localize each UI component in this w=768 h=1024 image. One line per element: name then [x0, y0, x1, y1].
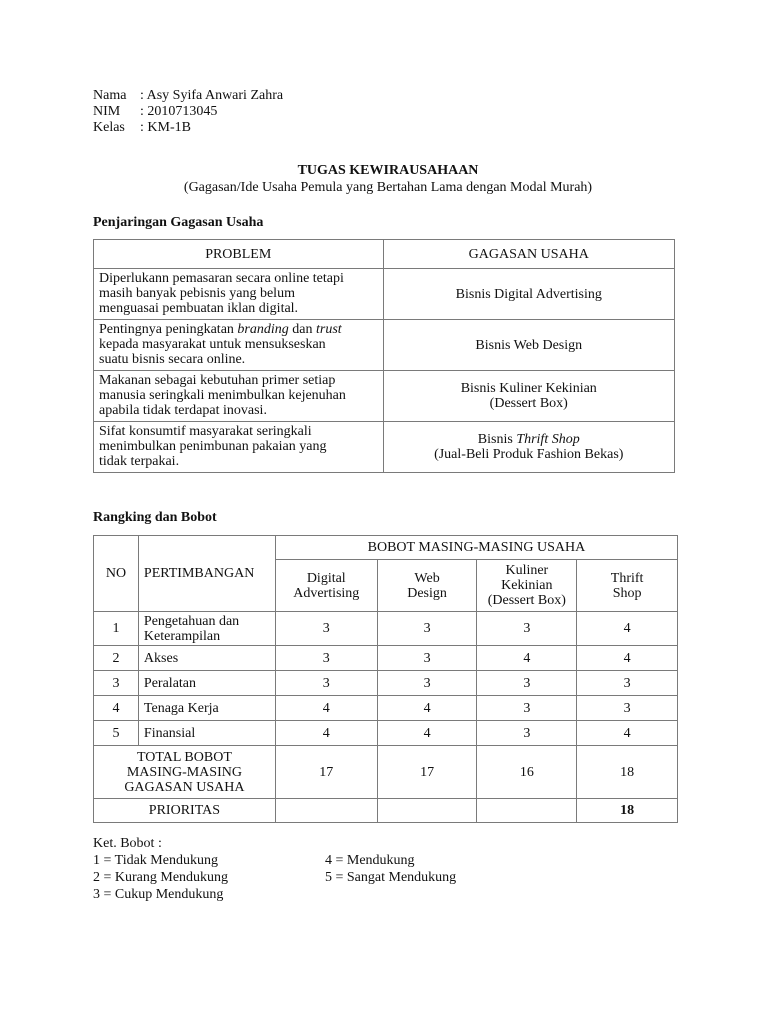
header-usaha-thrift-shop: [577, 560, 678, 612]
header-usaha-line: Kekinian: [501, 578, 553, 593]
row-value: 4: [275, 721, 377, 746]
table-row: [94, 671, 678, 696]
ket-row: [93, 852, 683, 869]
section-heading-rangking: Rangking dan Bobot: [93, 510, 217, 525]
gagasan-line: (Dessert Box): [489, 396, 568, 411]
row-pertimbangan-line: Pengetahuan dan: [143, 613, 240, 629]
problem-text: dan: [288, 322, 316, 337]
problem-line: Diperlukann pemasaran secara online tetapi: [99, 271, 344, 286]
row-no: 4: [94, 696, 139, 721]
problem-line: menguasai pembuatan iklan digital.: [99, 301, 299, 316]
problem-cell: [94, 422, 384, 473]
row-value: 3: [377, 612, 477, 646]
info-nama-value: : Asy Syifa Anwari Zahra: [140, 88, 284, 103]
gagasan-line: Bisnis Web Design: [475, 337, 583, 353]
row-pertimbangan-line: Keterampilan: [143, 628, 221, 644]
table-row: [94, 269, 675, 320]
gagasan-cell: [383, 320, 674, 371]
header-usaha-web-design: [377, 560, 477, 612]
row-pertimbangan: Peralatan: [138, 671, 275, 696]
total-value: 17: [377, 746, 477, 799]
header-bobot: BOBOT MASING-MASING USAHA: [275, 536, 677, 560]
table-gagasan-usaha: [93, 239, 675, 473]
problem-cell: [94, 320, 384, 371]
row-value: 4: [377, 696, 477, 721]
total-label-line: TOTAL BOBOT: [136, 749, 232, 765]
gagasan-text: Bisnis: [477, 432, 517, 447]
problem-emphasis: trust: [315, 322, 342, 337]
prioritas-value: [377, 799, 477, 823]
document-page: [93, 88, 683, 903]
header-usaha-line: Thrift: [610, 570, 644, 586]
table-header-row: [94, 536, 678, 560]
gagasan-cell: [383, 422, 674, 473]
total-value: 18: [577, 746, 678, 799]
table-header-row: [94, 240, 675, 269]
total-label-line: GAGASAN USAHA: [124, 779, 245, 795]
total-value: 17: [275, 746, 377, 799]
ket-item: 1 = Tidak Mendukung: [93, 853, 218, 868]
row-value: 4: [377, 721, 477, 746]
info-nim-label: NIM: [93, 104, 121, 119]
gagasan-cell: [383, 269, 674, 320]
row-value: 4: [275, 696, 377, 721]
student-info: [93, 88, 683, 136]
gagasan-line: [389, 432, 669, 447]
table-row: [94, 371, 675, 422]
row-value: 4: [577, 646, 678, 671]
header-pertimbangan: PERTIMBANGAN: [138, 536, 275, 612]
problem-cell: [94, 269, 384, 320]
problem-text: Pentingnya peningkatan: [99, 322, 238, 337]
total-label: [94, 746, 276, 799]
prioritas-row: [94, 799, 678, 823]
info-nama: [93, 88, 683, 104]
ket-bobot: [93, 835, 683, 903]
row-value: 3: [477, 671, 577, 696]
problem-line: Makanan sebagai kebutuhan primer setiap: [99, 373, 336, 388]
table-row: [94, 696, 678, 721]
problem-cell: [94, 371, 384, 422]
prioritas-label: PRIORITAS: [94, 799, 276, 823]
problem-emphasis: branding: [237, 322, 289, 337]
info-nim: [93, 104, 683, 120]
total-label-line: MASING-MASING: [126, 764, 242, 780]
row-pertimbangan: [138, 612, 275, 646]
row-no: 5: [94, 721, 139, 746]
row-value: 4: [577, 612, 678, 646]
table-row: [94, 646, 678, 671]
document-subtitle: (Gagasan/Ide Usaha Pemula yang Bertahan Lama dengan Modal Murah): [183, 180, 593, 195]
row-value: 3: [577, 671, 678, 696]
section-heading-penjaringan: Penjaringan Gagasan Usaha: [93, 215, 264, 230]
header-usaha-line: (Dessert Box): [487, 593, 566, 608]
row-value: 4: [477, 646, 577, 671]
problem-line: masih banyak pebisnis yang belum: [99, 286, 295, 301]
row-pertimbangan: Tenaga Kerja: [138, 696, 275, 721]
info-kelas: [93, 120, 683, 136]
total-value: 16: [477, 746, 577, 799]
table-row: [94, 612, 678, 646]
row-value: 3: [577, 696, 678, 721]
header-gagasan-usaha: GAGASAN USAHA: [383, 240, 674, 269]
row-no: 2: [94, 646, 139, 671]
row-pertimbangan: Finansial: [138, 721, 275, 746]
row-value: 3: [275, 671, 377, 696]
problem-line: Sifat konsumtif masyarakat seringkali: [99, 424, 312, 439]
problem-line: menimbulkan penimbunan pakaian yang: [99, 439, 327, 454]
table-rangking-bobot: [93, 535, 678, 823]
problem-line: tidak terpakai.: [99, 454, 180, 469]
header-no: NO: [94, 536, 139, 612]
prioritas-value: [275, 799, 377, 823]
ket-item: 2 = Kurang Mendukung: [93, 870, 229, 885]
header-usaha-line: Digital: [306, 570, 346, 586]
row-value: 3: [477, 696, 577, 721]
info-kelas-label: Kelas: [93, 120, 125, 135]
row-value: 3: [377, 671, 477, 696]
ket-item: 4 = Mendukung: [325, 853, 415, 868]
info-nim-value: : 2010713045: [140, 104, 218, 119]
info-nama-label: Nama: [93, 88, 127, 103]
table-row: [94, 422, 675, 473]
header-usaha-digital-advertising: [275, 560, 377, 612]
table-row: [94, 721, 678, 746]
ket-row: [93, 886, 683, 903]
gagasan-line: Bisnis Kuliner Kekinian: [460, 381, 597, 396]
total-row: [94, 746, 678, 799]
ket-row: [93, 869, 683, 886]
problem-line: manusia seringkali menimbulkan kejenuhan: [99, 388, 346, 403]
header-usaha-line: Advertising: [293, 585, 360, 601]
row-value: 4: [577, 721, 678, 746]
gagasan-line: (Jual-Beli Produk Fashion Bekas): [434, 447, 624, 462]
row-value: 3: [275, 646, 377, 671]
row-no: 1: [94, 612, 139, 646]
row-value: 3: [477, 721, 577, 746]
header-usaha-line: Web: [414, 570, 440, 586]
header-problem: PROBLEM: [94, 240, 384, 269]
row-pertimbangan: Akses: [138, 646, 275, 671]
row-value: 3: [477, 612, 577, 646]
problem-line: apabila tidak terdapat inovasi.: [99, 403, 267, 418]
prioritas-value: 18: [577, 799, 678, 823]
header-usaha-line: Design: [407, 585, 447, 601]
gagasan-emphasis: Thrift Shop: [516, 432, 580, 447]
ket-item: 3 = Cukup Mendukung: [93, 887, 224, 902]
table-row: [94, 320, 675, 371]
header-usaha-kuliner-kekinian: [477, 560, 577, 612]
gagasan-cell: [383, 371, 674, 422]
document-title: TUGAS KEWIRAUSAHAAN: [297, 163, 479, 178]
row-value: 3: [275, 612, 377, 646]
problem-line: [99, 322, 378, 337]
problem-line: suatu bisnis secara online.: [99, 352, 246, 367]
info-kelas-value: : KM-1B: [140, 120, 191, 135]
row-no: 3: [94, 671, 139, 696]
problem-line: kepada masyarakat untuk mensukseskan: [99, 337, 326, 352]
prioritas-value: [477, 799, 577, 823]
gagasan-line: Bisnis Digital Advertising: [455, 286, 602, 302]
header-usaha-line: Shop: [612, 585, 642, 601]
row-value: 3: [377, 646, 477, 671]
ket-title: Ket. Bobot :: [93, 836, 162, 851]
header-usaha-line: Kuliner: [505, 563, 549, 578]
ket-item: 5 = Sangat Mendukung: [325, 870, 457, 885]
